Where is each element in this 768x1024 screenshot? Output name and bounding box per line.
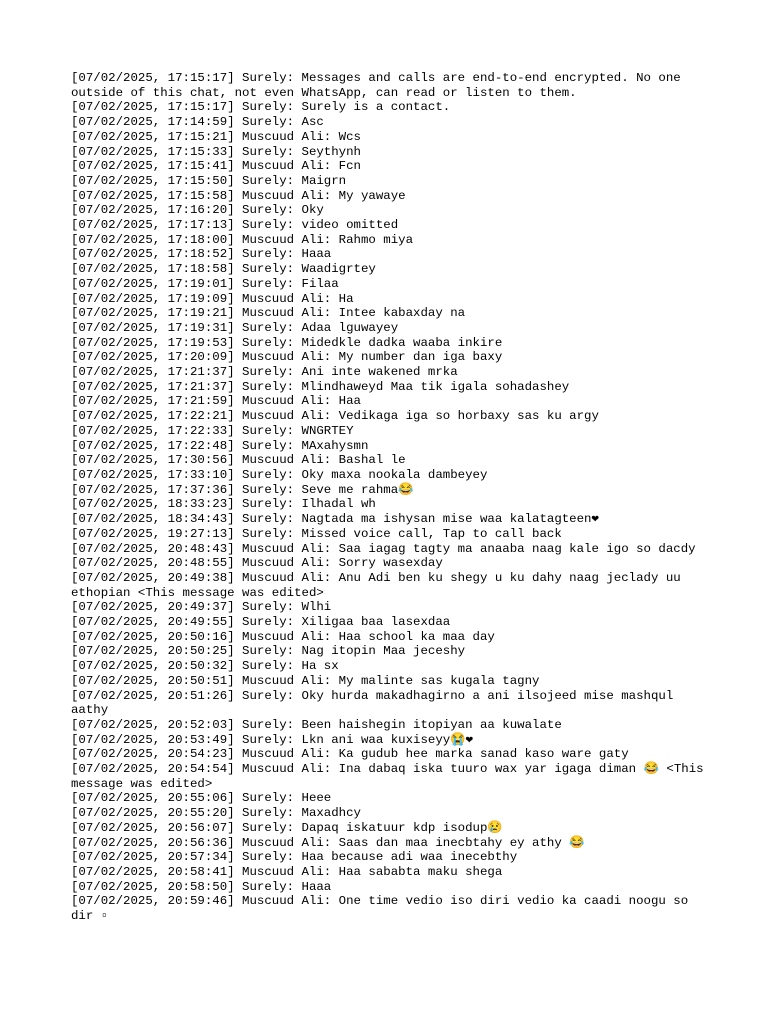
chat-message-line: [07/02/2025, 20:55:06] Surely: Heee	[71, 791, 332, 806]
chat-message-line: [07/02/2025, 17:15:58] Muscuud Ali: My yawaye	[71, 188, 406, 203]
chat-message-line: [07/02/2025, 17:21:37] Surely: Ani inte wakened mrka	[71, 365, 458, 380]
chat-message-line: [07/02/2025, 20:59:46] Muscuud Ali: One time vedio iso diri vedio ka caadi noogu so dir ▫	[71, 894, 696, 924]
chat-message-line: [07/02/2025, 20:49:38] Muscuud Ali: Anu Adi ben ku shegy u ku dahy naag jeclady uu ethopian <This message was edited>	[71, 570, 689, 600]
chat-export-text	[71, 71, 711, 924]
chat-message-line: [07/02/2025, 17:30:56] Muscuud Ali: Bashal le	[71, 453, 406, 468]
chat-message-line: [07/02/2025, 20:56:36] Muscuud Ali: Saas dan maa inecbtahy ey athy 😂	[71, 835, 585, 850]
chat-message-line: [07/02/2025, 17:21:59] Muscuud Ali: Haa	[71, 394, 361, 409]
chat-message-line: [07/02/2025, 19:27:13] Surely: Missed voice call, Tap to call back	[71, 526, 562, 541]
chat-message-line: [07/02/2025, 17:19:01] Surely: Filaa	[71, 276, 339, 291]
chat-message-line: [07/02/2025, 20:48:55] Muscuud Ali: Sorry wasexday	[71, 556, 443, 571]
chat-message-line: [07/02/2025, 20:54:54] Muscuud Ali: Ina dabaq iska tuuro wax yar igaga diman 😂 <This message was edited>	[71, 762, 712, 791]
chat-message-line: [07/02/2025, 17:33:10] Surely: Oky maxa nookala dambeyey	[71, 467, 488, 482]
chat-message-line: [07/02/2025, 17:17:13] Surely: video omitted	[71, 218, 399, 233]
chat-message-line: [07/02/2025, 17:15:17] Surely: Surely is a contact.	[71, 100, 451, 115]
chat-message-line: [07/02/2025, 18:34:43] Surely: Nagtada ma ishysan mise waa kalatagteen❤	[71, 512, 599, 527]
chat-message-line: [07/02/2025, 20:53:49] Surely: Lkn ani waa kuxiseyy😭❤	[71, 732, 474, 747]
chat-message-line: [07/02/2025, 17:19:21] Muscuud Ali: Intee kabaxday na	[71, 306, 466, 321]
chat-message-line: [07/02/2025, 20:50:32] Surely: Ha sx	[71, 659, 339, 674]
chat-message-line: [07/02/2025, 17:22:48] Surely: MAxahysmn	[71, 438, 369, 453]
chat-message-line: [07/02/2025, 17:18:58] Surely: Waadigrtey	[71, 262, 376, 277]
chat-message-line: [07/02/2025, 17:37:36] Surely: Seve me rahma😂	[71, 482, 414, 497]
chat-message-line: [07/02/2025, 17:16:20] Surely: Oky	[71, 203, 324, 218]
chat-message-line: [07/02/2025, 17:20:09] Muscuud Ali: My number dan iga baxy	[71, 350, 503, 365]
chat-message-line: [07/02/2025, 20:58:50] Surely: Haaa	[71, 879, 332, 894]
chat-message-line: [07/02/2025, 17:15:41] Muscuud Ali: Fcn	[71, 159, 361, 174]
chat-message-line: [07/02/2025, 20:51:26] Surely: Oky hurda makadhagirno a ani ilsojeed mise mashqul aathy	[71, 688, 681, 718]
chat-message-line: [07/02/2025, 20:50:25] Surely: Nag itopin Maa jeceshy	[71, 644, 466, 659]
chat-message-line: [07/02/2025, 17:15:17] Surely: Messages and calls are end-to-end encrypted. No one outside of this chat, not even WhatsApp, can read or listen to them.	[71, 71, 689, 100]
chat-message-line: [07/02/2025, 20:56:07] Surely: Dapaq iskatuur kdp isodup😢	[71, 820, 503, 835]
chat-message-line: [07/02/2025, 20:49:37] Surely: Wlhi	[71, 600, 332, 615]
chat-message-line: [07/02/2025, 20:48:43] Muscuud Ali: Saa iagag tagty ma anaaba naag kale igo so dacdy	[71, 541, 696, 556]
chat-message-line: [07/02/2025, 17:22:21] Muscuud Ali: Vedikaga iga so horbaxy sas ku argy	[71, 409, 599, 424]
chat-message-line: [07/02/2025, 17:19:31] Surely: Adaa lguwayey	[71, 320, 399, 335]
chat-message-line: [07/02/2025, 17:19:53] Surely: Midedkle dadka waaba inkire	[71, 335, 503, 350]
chat-message-line: [07/02/2025, 20:49:55] Surely: Xiligaa baa lasexdaa	[71, 615, 451, 630]
chat-message-line: [07/02/2025, 17:19:09] Muscuud Ali: Ha	[71, 291, 354, 306]
chat-message-line: [07/02/2025, 20:50:51] Muscuud Ali: My malinte sas kugala tagny	[71, 673, 540, 688]
chat-message-line: [07/02/2025, 17:22:33] Surely: WNGRTEY	[71, 423, 354, 438]
chat-message-line: [07/02/2025, 20:52:03] Surely: Been haishegin itopiyan aa kuwalate	[71, 717, 562, 732]
chat-message-line: [07/02/2025, 17:15:50] Surely: Maigrn	[71, 173, 347, 188]
chat-message-line: [07/02/2025, 17:18:00] Muscuud Ali: Rahmo miya	[71, 232, 414, 247]
chat-message-line: [07/02/2025, 20:50:16] Muscuud Ali: Haa school ka maa day	[71, 629, 495, 644]
chat-message-line: [07/02/2025, 18:33:23] Surely: Ilhadal wh	[71, 497, 376, 512]
chat-message-line: [07/02/2025, 20:58:41] Muscuud Ali: Haa sababta maku shega	[71, 864, 503, 879]
chat-message-line: [07/02/2025, 17:14:59] Surely: Asc	[71, 115, 324, 130]
chat-message-line: [07/02/2025, 17:18:52] Surely: Haaa	[71, 247, 332, 262]
chat-message-line: [07/02/2025, 17:21:37] Surely: Mlindhaweyd Maa tik igala sohadashey	[71, 379, 570, 394]
chat-message-line: [07/02/2025, 20:54:23] Muscuud Ali: Ka gudub hee marka sanad kaso ware gaty	[71, 747, 629, 762]
chat-message-line: [07/02/2025, 17:15:21] Muscuud Ali: Wcs	[71, 129, 361, 144]
chat-message-line: [07/02/2025, 17:15:33] Surely: Seythynh	[71, 144, 361, 159]
chat-message-line: [07/02/2025, 20:57:34] Surely: Haa because adi waa inecebthy	[71, 850, 518, 865]
chat-message-line: [07/02/2025, 20:55:20] Surely: Maxadhcy	[71, 806, 361, 821]
